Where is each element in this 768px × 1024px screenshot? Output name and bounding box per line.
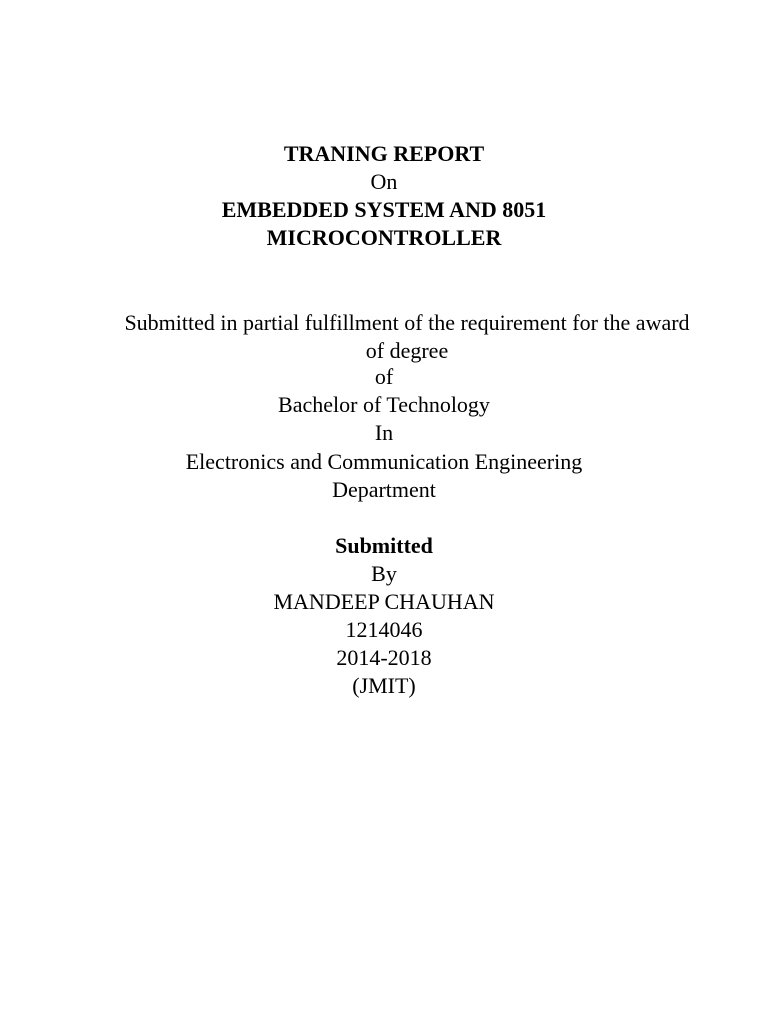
roll-number: 1214046 bbox=[345, 617, 423, 642]
submission-statement: Submitted in partial fulfillment of the requirement for the award of degree bbox=[124, 310, 690, 363]
of-label: of bbox=[374, 364, 394, 389]
branch-name: Electronics and Communication Engineering bbox=[185, 449, 583, 474]
subject-line-1: EMBEDDED SYSTEM AND 8051 bbox=[221, 197, 547, 222]
on-label: On bbox=[370, 169, 398, 194]
institute-name: (JMIT) bbox=[352, 673, 416, 698]
by-label: By bbox=[371, 561, 397, 586]
author-name: MANDEEP CHAUHAN bbox=[273, 589, 495, 614]
submitted-label: Submitted bbox=[335, 533, 433, 558]
subject-line-2: MICROCONTROLLER bbox=[266, 225, 502, 250]
in-label: In bbox=[374, 420, 394, 445]
session-years: 2014-2018 bbox=[336, 645, 432, 670]
department-label: Department bbox=[332, 477, 436, 502]
degree-name: Bachelor of Technology bbox=[278, 392, 490, 417]
report-title: TRANING REPORT bbox=[283, 141, 485, 166]
